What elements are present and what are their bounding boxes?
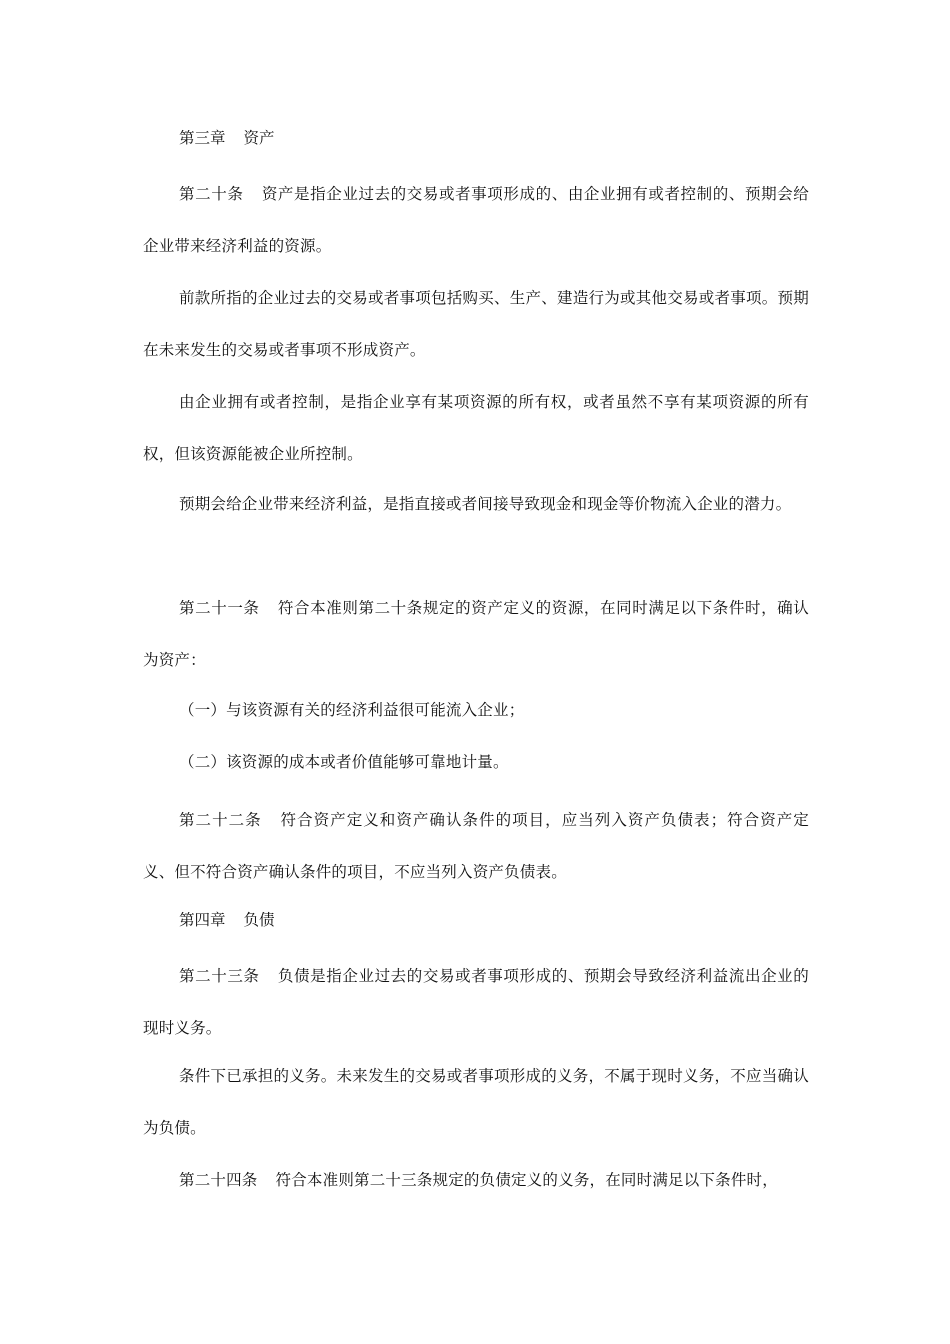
article-20 [143, 168, 809, 272]
chapter-title: 负债 [243, 911, 275, 929]
article-text: 符合资产定义和资产确认条件的项目，应当列入资产负债表；符合资产定义、但不符合资产确认条件的项目，不应当列入资产负债表。 [143, 811, 809, 881]
chapter-title: 资产 [243, 129, 275, 147]
paragraph-present-obligation: 条件下已承担的义务。未来发生的交易或者事项形成的义务，不属于现时义务，不应当确认为负债。 [143, 1067, 809, 1137]
paragraph-expected-benefit: 预期会给企业带来经济利益，是指直接或者间接导致现金和现金等价物流入企业的潜力。 [179, 495, 792, 513]
condition-1: （一）与该资源有关的经济利益很可能流入企业； [179, 701, 525, 719]
article-24 [143, 1154, 809, 1206]
chapter-number: 第四章 [179, 911, 226, 929]
paragraph-owned-controlled: 由企业拥有或者控制，是指企业享有某项资源的所有权，或者虽然不享有某项资源的所有权，但该资源能被企业所控制。 [143, 393, 809, 463]
article-number: 第二十三条 [179, 967, 260, 985]
article-text: 资产是指企业过去的交易或者事项形成的、由企业拥有或者控制的、预期会给企业带来经济利益的资源。 [143, 185, 809, 255]
chapter-4-heading [179, 894, 275, 946]
chapter-3-heading [179, 112, 275, 164]
chapter-number: 第三章 [179, 129, 226, 147]
article-number: 第二十四条 [179, 1171, 258, 1189]
article-21 [143, 582, 809, 686]
article-text: 负债是指企业过去的交易或者事项形成的、预期会导致经济利益流出企业的现时义务。 [143, 967, 809, 1037]
article-text: 符合本准则第二十条规定的资产定义的资源，在同时满足以下条件时，确认为资产： [143, 599, 809, 669]
article-number: 第二十条 [179, 185, 244, 203]
condition-2: （二）该资源的成本或者价值能够可靠地计量。 [179, 753, 509, 771]
paragraph-past-transactions: 前款所指的企业过去的交易或者事项包括购买、生产、建造行为或其他交易或者事项。预期在未来发生的交易或者事项不形成资产。 [143, 289, 809, 359]
article-number: 第二十一条 [179, 599, 260, 617]
article-23 [143, 950, 809, 1054]
article-text: 符合本准则第二十三条规定的负债定义的义务，在同时满足以下条件时， [275, 1171, 778, 1189]
article-number: 第二十二条 [179, 811, 262, 829]
article-22 [143, 794, 809, 898]
